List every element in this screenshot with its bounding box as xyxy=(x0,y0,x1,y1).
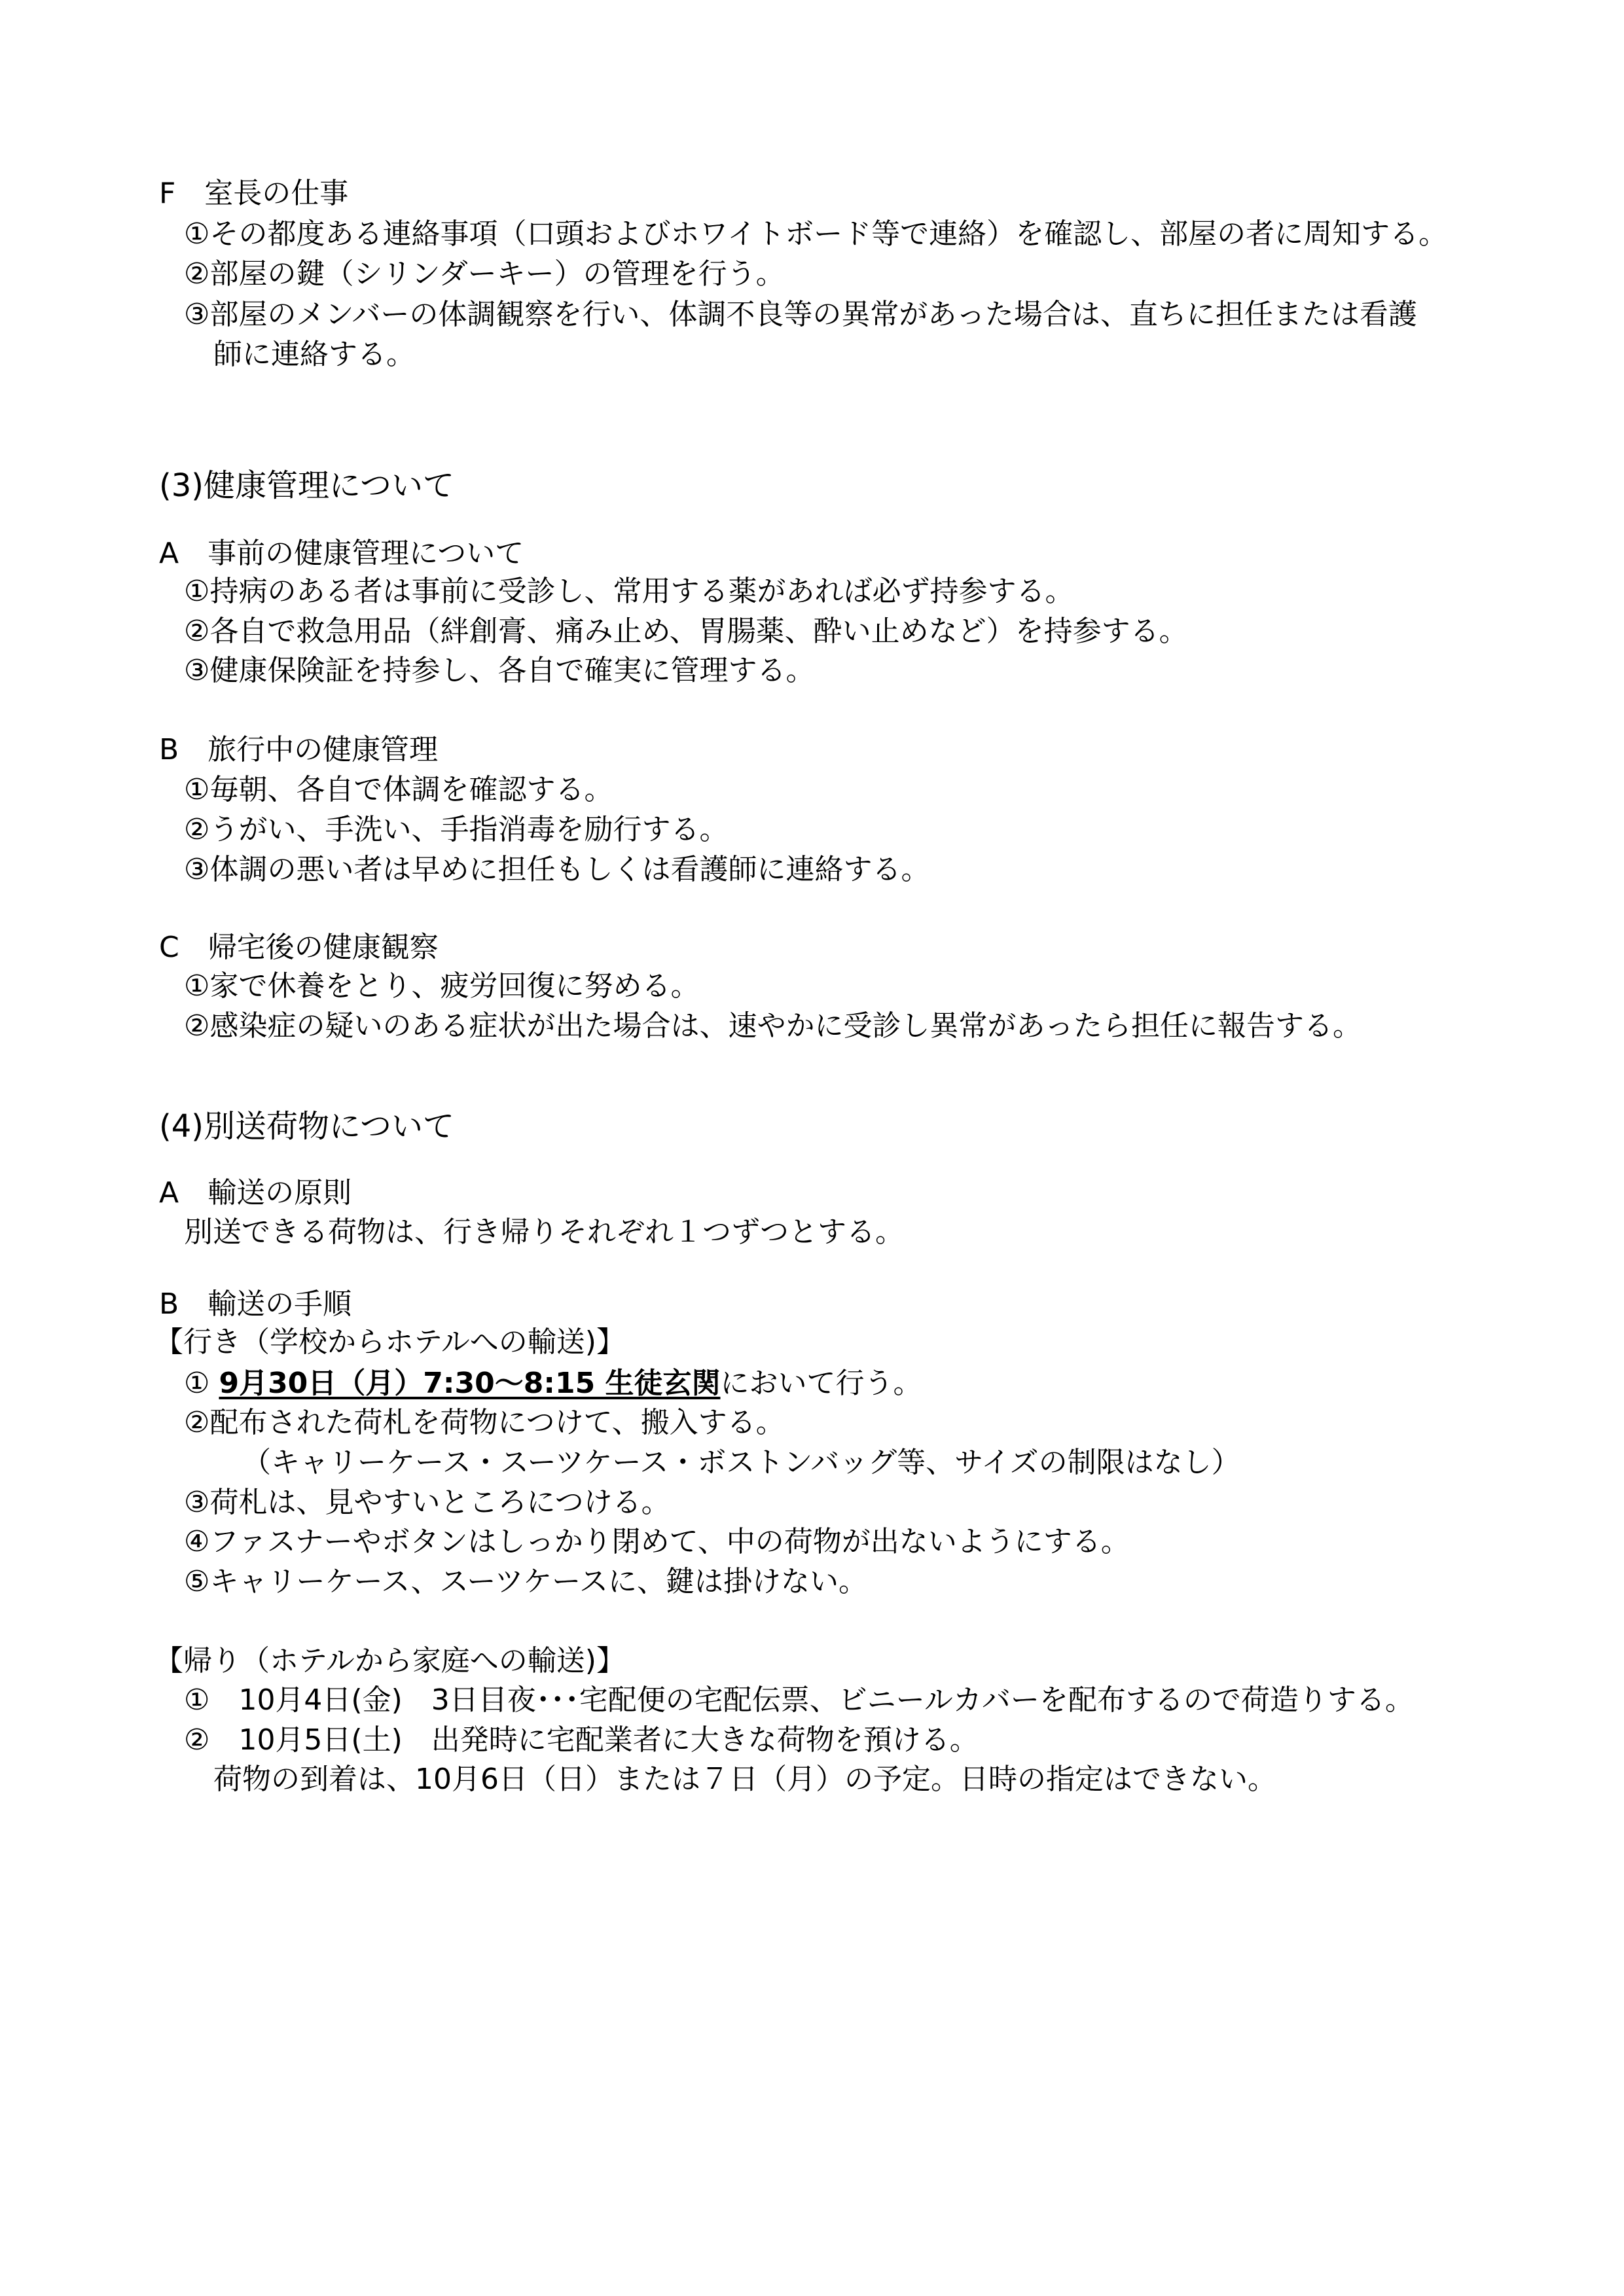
subsection-heading: B 旅行中の健康管理 xyxy=(159,733,439,766)
list-item: ①毎朝、各自で体調を確認する。 xyxy=(184,773,613,806)
subsection-heading: A 輸送の原則 xyxy=(159,1176,352,1210)
list-item: ③健康保険証を持参し、各自で確実に管理する。 xyxy=(184,654,815,687)
list-item: ②部屋の鍵（シリンダーキー）の管理を行う。 xyxy=(184,257,785,291)
list-item: ②配布された荷札を荷物につけて、搬入する。 xyxy=(184,1406,785,1439)
list-item: ②うがい、手洗い、手指消毒を励行する。 xyxy=(184,813,729,846)
list-item: ②各自で救急用品（絆創膏、痛み止め、胃腸薬、酔い止めなど）を持参する。 xyxy=(184,615,1188,648)
return-title: 【帰り（ホテルから家庭への輸送)】 xyxy=(154,1644,625,1677)
subsection-heading: B 輸送の手順 xyxy=(159,1287,352,1321)
section-title: (4)別送荷物について xyxy=(159,1108,455,1145)
list-item: ③体調の悪い者は早めに担任もしくは看護師に連絡する。 xyxy=(184,853,930,886)
list-item: ④ファスナーやボタンはしっかり閉めて、中の荷物が出ないようにする。 xyxy=(184,1525,1130,1558)
item-text: において行う。 xyxy=(720,1367,922,1400)
list-item: ①家で休養をとり、疲労回復に努める。 xyxy=(184,969,700,1003)
list-item: ③部屋のメンバーの体調観察を行い、体調不良等の異常があった場合は、直ちに担任または看護 xyxy=(184,298,1417,331)
list-item: ①持病のある者は事前に受診し、常用する薬があれば必ず持参する。 xyxy=(184,575,1074,608)
section-f-heading: F 室長の仕事 xyxy=(159,177,349,210)
paragraph: 荷物の到着は、10月6日（日）または７日（月）の予定。日時の指定はできない。 xyxy=(213,1763,1276,1796)
section-title: (3)健康管理について xyxy=(159,467,455,504)
list-item: ①その都度ある連絡事項（口頭およびホワイトボード等で連絡）を確認し、部屋の者に周知する。 xyxy=(184,217,1448,251)
list-item-note: （キャリーケース・スーツケース・ボストンバッグ等、サイズの制限はなし） xyxy=(242,1446,1240,1479)
list-item: ③荷札は、見やすいところにつける。 xyxy=(184,1486,670,1519)
list-item-continuation: 師に連絡する。 xyxy=(213,338,415,371)
outbound-title: 【行き（学校からホテルへの輸送)】 xyxy=(154,1325,625,1359)
item-number: ① xyxy=(184,1367,210,1400)
list-item xyxy=(184,1367,922,1401)
schedule-highlight: 9月30日（月）7:30〜8:15 生徒玄関 xyxy=(219,1367,721,1400)
list-item: ⑤キャリーケース、スーツケースに、鍵は掛けない。 xyxy=(184,1565,867,1598)
subsection-heading: C 帰宅後の健康観察 xyxy=(159,931,439,964)
list-item: ②感染症の疑いのある症状が出た場合は、速やかに受診し異常があったら担任に報告する。 xyxy=(184,1009,1362,1043)
paragraph: 別送できる荷物は、行き帰りそれぞれ１つずつとする。 xyxy=(184,1215,904,1249)
list-item: ① 10月4日(金) 3日目夜･･･宅配便の宅配伝票、ビニールカバーを配布するので荷造りする。 xyxy=(184,1683,1414,1717)
list-item: ② 10月5日(土) 出発時に宅配業者に大きな荷物を預ける。 xyxy=(184,1723,979,1757)
subsection-heading: A 事前の健康管理について xyxy=(159,537,524,570)
